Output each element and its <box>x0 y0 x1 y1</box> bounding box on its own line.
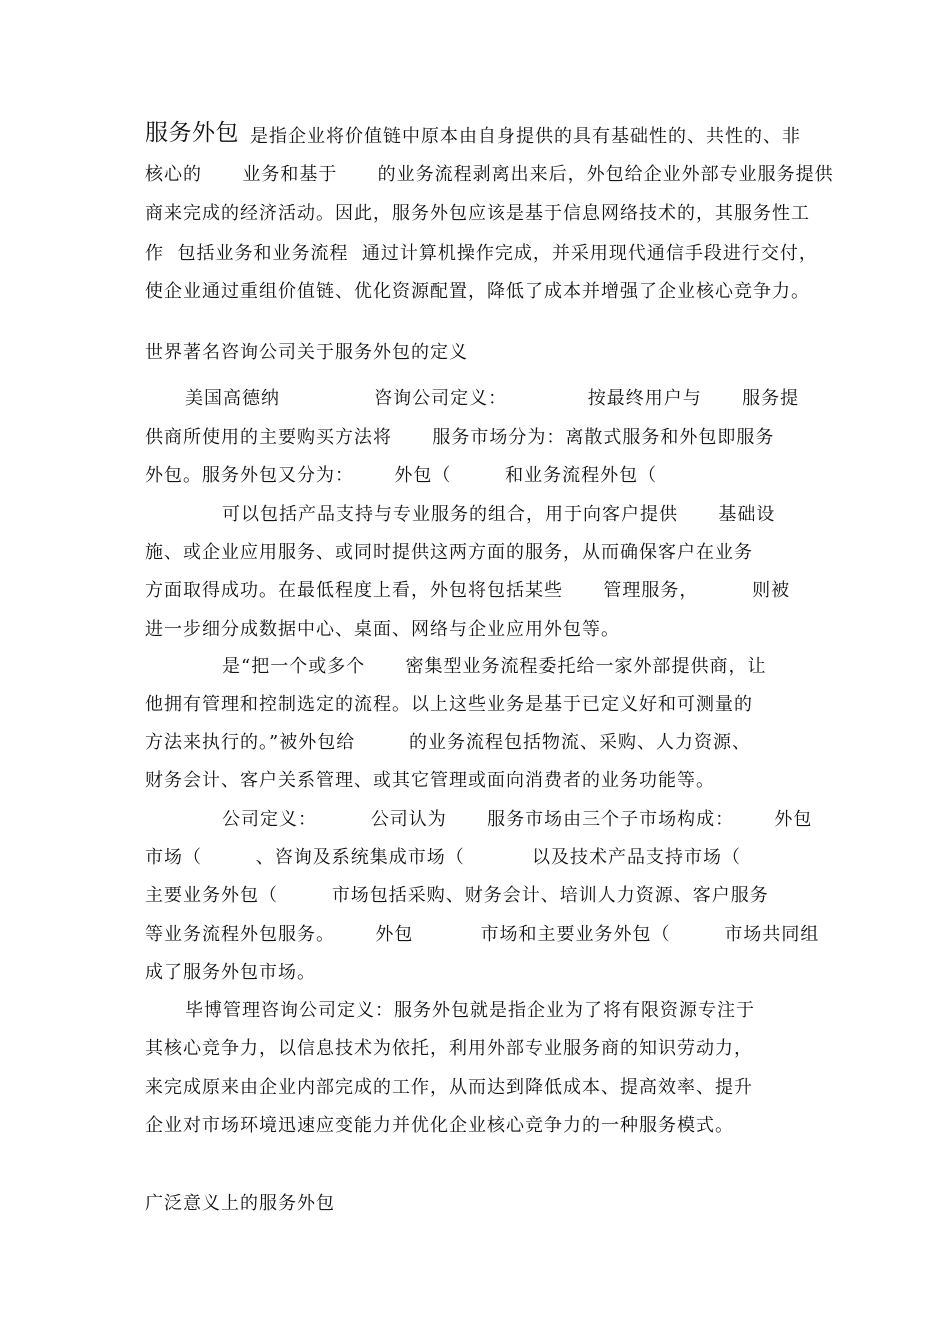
text-line: 是“把一个或多个 密集型业务流程委托给一家外部提供商，让 <box>222 656 767 677</box>
text-line: 其核心竞争力，以信息技术为依托，利用外部专业服务商的知识劳动力， <box>145 1038 753 1059</box>
text-line: 核心的 业务和基于 的业务流程剥离出来后，外包给企业外部专业服务提供 <box>145 164 834 185</box>
text-line: 来完成原来由企业内部完成的工作，从而达到降低成本、提高效率、提升 <box>145 1077 753 1098</box>
text-line: 他拥有管理和控制选定的流程。以上这些业务是基于已定义好和可测量的 <box>145 694 753 715</box>
text-line: 是指企业将价值链中原本由自身提供的具有基础性的、共性的、非 <box>250 126 801 147</box>
text-line: 使企业通过重组价值链、优化资源配置，降低了成本并增强了企业核心竞争力。 <box>145 281 810 302</box>
text-line: 作 包括业务和业务流程 通过计算机操作完成，并采用现代通信手段进行交付， <box>145 243 818 264</box>
text-line: 外包。服务外包又分为： 外包（ 和业务流程外包（ <box>145 465 658 486</box>
text-line: 财务会计、客户关系管理、或其它管理或面向消费者的业务功能等。 <box>145 770 715 791</box>
text-line: 市场（ 、咨询及系统集成市场（ 以及技术产品支持市场（ <box>145 847 741 868</box>
text-line: 商来完成的经济活动。因此，服务外包应该是基于信息网络技术的，其服务性工 <box>145 203 810 224</box>
text-line: 等业务流程外包服务。 外包 市场和主要业务外包（ 市场共同组 <box>145 924 820 945</box>
section-heading: 广泛意义上的服务外包 <box>145 1193 335 1214</box>
text-line: 成了服务外包市场。 <box>145 962 316 983</box>
text-line: 方面取得成功。在最低程度上看，外包将包括某些 管理服务， 则被 <box>145 580 791 601</box>
text-line: 主要业务外包（ 市场包括采购、财务会计、培训人力资源、客户服务 <box>145 885 769 906</box>
text-line: 施、或企业应用服务、或同时提供这两方面的服务，从而确保客户在业务 <box>145 542 753 563</box>
section-heading: 世界著名咨询公司关于服务外包的定义 <box>145 342 468 363</box>
term-title: 服务外包 <box>145 120 239 146</box>
text-line: 美国高德纳 咨询公司定义： 按最终用户与 服务提 <box>185 388 800 409</box>
text-line: 进一步细分成数据中心、桌面、网络与企业应用外包等。 <box>145 619 620 640</box>
text-line: 毕博管理咨询公司定义：服务外包就是指企业为了将有限资源专注于 <box>185 1000 755 1021</box>
text-line: 可以包括产品支持与专业服务的组合，用于向客户提供 基础设 <box>222 504 776 525</box>
text-line: 供商所使用的主要购买方法将 服务市场分为：离散式服务和外包即服务 <box>145 427 775 448</box>
text-line: 企业对市场环境迅速应变能力并优化企业核心竞争力的一种服务模式。 <box>145 1115 734 1136</box>
text-line: 方法来执行的。”被外包给 的业务流程包括物流、采购、人力资源、 <box>145 732 751 753</box>
text-line: 公司定义： 公司认为 服务市场由三个子市场构成： 外包 <box>222 809 813 830</box>
